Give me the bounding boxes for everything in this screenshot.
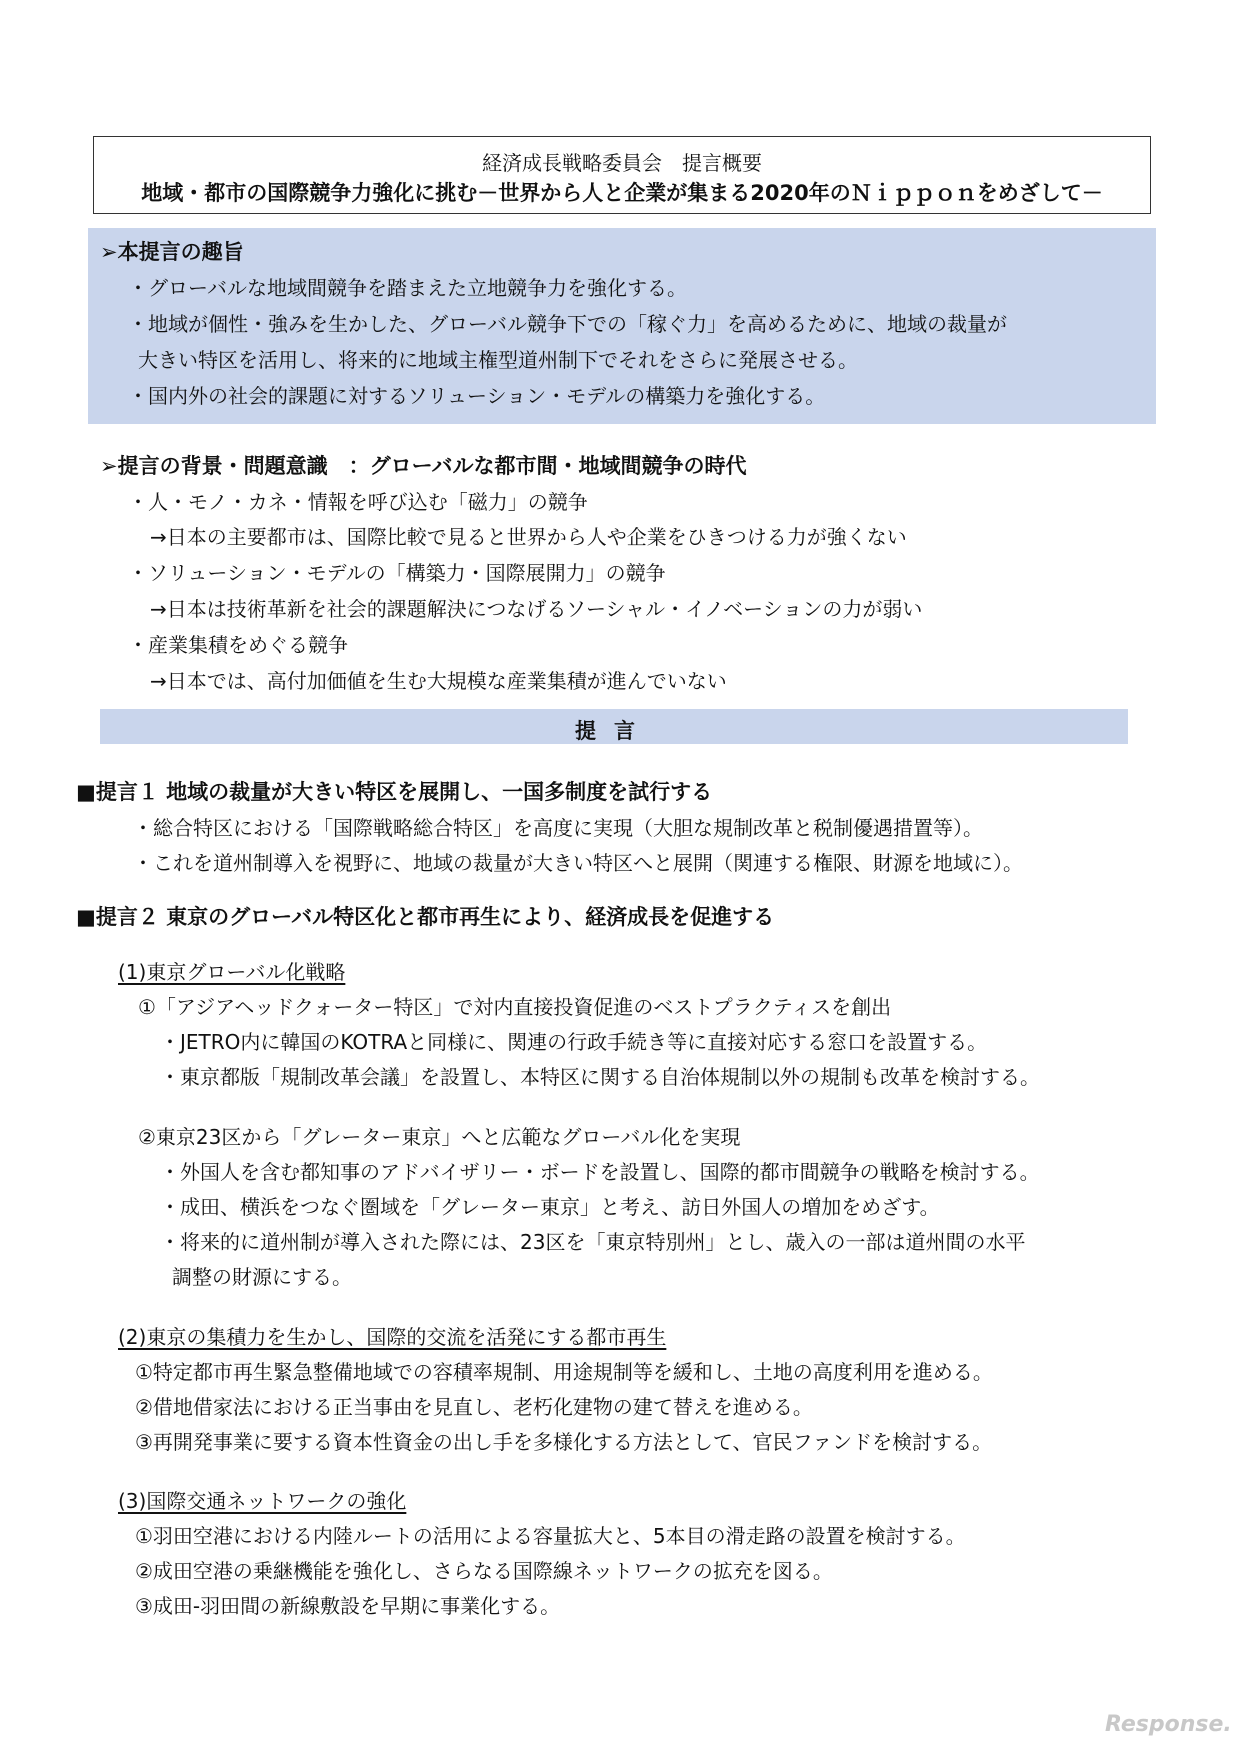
purpose-item: ・国内外の社会的課題に対するソリューション・モデルの構築力を強化する。	[128, 384, 826, 408]
purpose-item: ・地域が個性・強みを生かした、グローバル競争下での「稼ぐ力」を高めるために、地域の裁量が	[128, 312, 1007, 336]
proposal2-heading: ■提言２ 東京のグローバル特区化と都市再生により、経済成長を促進する	[76, 905, 775, 929]
proposal1-heading: ■提言１ 地域の裁量が大きい特区を展開し、一国多制度を試行する	[76, 780, 713, 804]
section3-item: ①羽田空港における内陸ルートの活用による容量拡大と、5本目の滑走路の設置を検討する。	[135, 1524, 966, 1548]
section1-title: (1)東京グローバル化戦略	[118, 960, 346, 984]
section1-item1-detail: ・JETRO内に韓国のKOTRAと同様に、関連の行政手続き等に直接対応する窓口を設置する。	[160, 1030, 988, 1054]
section1-item2-detail: ・外国人を含む都知事のアドバイザリー・ボードを設置し、国際的都市間競争の戦略を検討する。	[160, 1160, 1040, 1184]
section3-title: (3)国際交通ネットワークの強化	[118, 1489, 407, 1513]
section2-item: ①特定都市再生緊急整備地域での容積率規制、用途規制等を緩和し、土地の高度利用を進める。	[135, 1360, 993, 1384]
section3-item: ②成田空港の乗継機能を強化し、さらなる国際線ネットワークの拡充を図る。	[135, 1559, 833, 1583]
section3-item: ③成田-羽田間の新線敷設を早期に事業化する。	[135, 1594, 561, 1618]
background-item: →日本は技術革新を社会的課題解決につなげるソーシャル・イノベーションの力が弱い	[150, 597, 923, 621]
background-heading: ➢提言の背景・問題意識 ：グローバルな都市間・地域間競争の時代	[100, 454, 747, 478]
background-item: ・ソリューション・モデルの「構築力・国際展開力」の競争	[128, 561, 666, 585]
section1-item1-detail: ・東京都版「規制改革会議」を設置し、本特区に関する自治体規制以外の規制も改革を検討する。	[160, 1065, 1040, 1089]
purpose-item: 大きい特区を活用し、将来的に地域主権型道州制下でそれをさらに発展させる。	[138, 348, 858, 372]
section2-item: ③再開発事業に要する資本性資金の出し手を多様化する方法として、官民ファンドを検討する。	[135, 1430, 993, 1454]
document-title: 経済成長戦略委員会 提言概要	[482, 151, 762, 175]
section1-item2: ②東京23区から「グレーター東京」へと広範なグローバル化を実現	[138, 1125, 741, 1149]
section1-item2-detail: ・成田、横浜をつなぐ圏域を「グレーター東京」と考え、訪日外国人の増加をめざす。	[160, 1195, 940, 1219]
background-item: →日本では、高付加価値を生む大規模な産業集積が進んでいない	[150, 669, 727, 693]
purpose-item: ・グローバルな地域間競争を踏まえた立地競争力を強化する。	[128, 276, 687, 300]
proposal-band	[100, 709, 1128, 744]
background-item: →日本の主要都市は、国際比較で見ると世界から人や企業をひきつける力が強くない	[150, 525, 907, 549]
document-subtitle: 地域・都市の国際競争力強化に挑む－世界から人と企業が集まる2020年のＮｉｐｐｏｎをめざして－	[141, 181, 1103, 205]
title-box	[93, 136, 1151, 214]
section1-item2-detail: ・将来的に道州制が導入された際には、23区を「東京特別州」とし、歳入の一部は道州間の水平	[160, 1230, 1026, 1254]
background-item: ・産業集積をめぐる競争	[128, 633, 348, 657]
proposal-band-label: 提言	[575, 719, 653, 743]
section2-item: ②借地借家法における正当事由を見直し、老朽化建物の建て替えを進める。	[135, 1395, 813, 1419]
proposal1-item: ・総合特区における「国際戦略総合特区」を高度に実現（大胆な規制改革と税制優遇措置等）。	[133, 816, 983, 840]
background-item: ・人・モノ・カネ・情報を呼び込む「磁力」の競争	[128, 490, 588, 514]
purpose-heading: ➢本提言の趣旨	[100, 240, 244, 264]
section1-item1: ①「アジアヘッドクォーター特区」で対内直接投資促進のベストプラクティスを創出	[138, 995, 892, 1019]
section1-item2-detail: 調整の財源にする。	[172, 1265, 352, 1289]
response-watermark: Response.	[1105, 1712, 1232, 1737]
proposal1-item: ・これを道州制導入を視野に、地域の裁量が大きい特区へと展開（関連する権限、財源を地域に）。	[133, 851, 1023, 875]
section2-title: (2)東京の集積力を生かし、国際的交流を活発にする都市再生	[118, 1325, 667, 1349]
